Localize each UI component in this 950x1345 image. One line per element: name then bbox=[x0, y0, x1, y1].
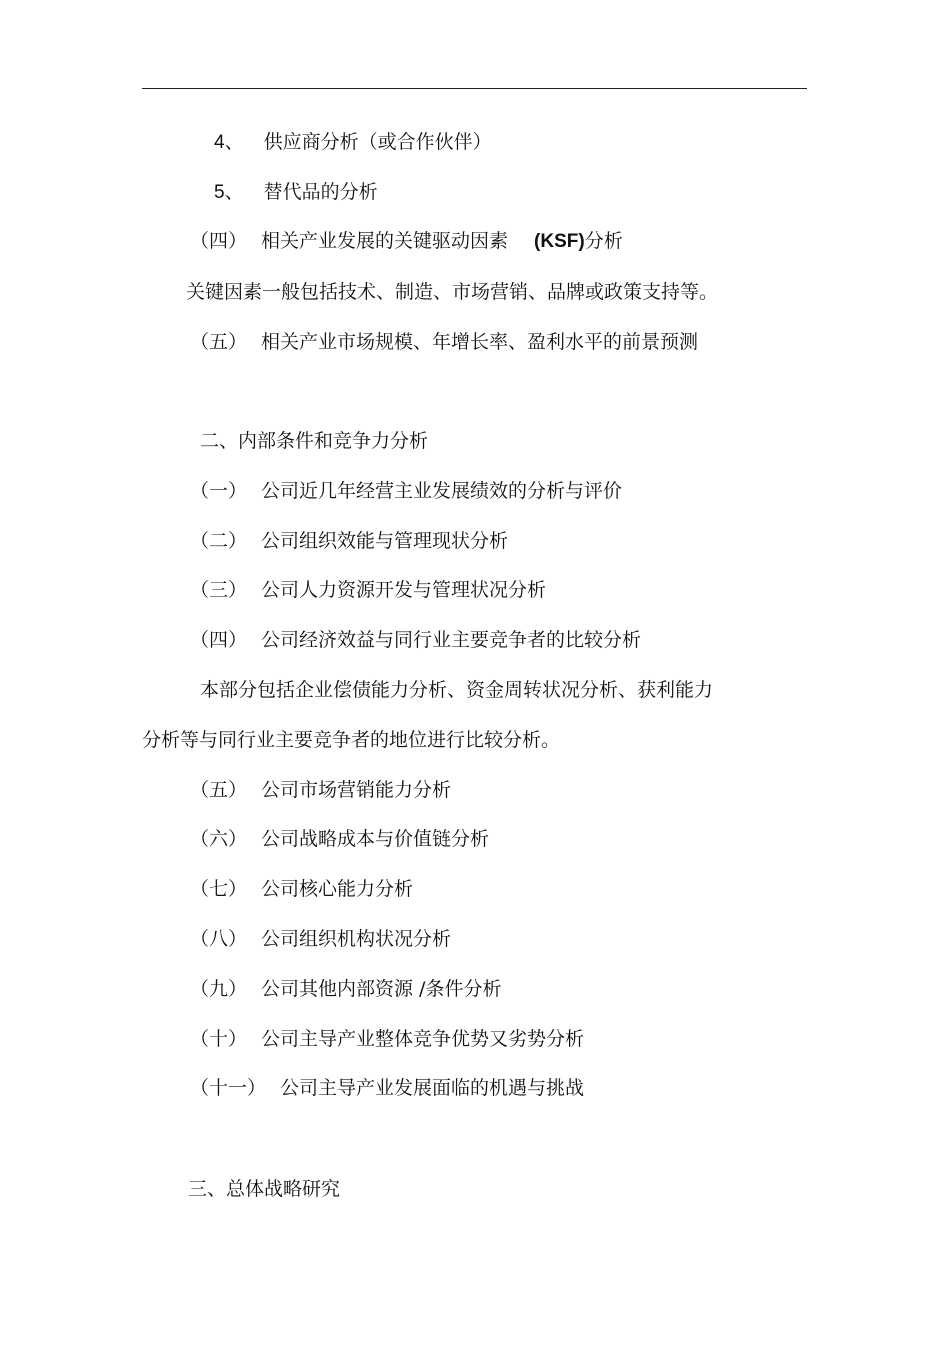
section-text: 公司主导产业整体竞争优势又劣势分析 bbox=[261, 1028, 585, 1050]
section-heading-6 bbox=[190, 827, 489, 851]
section-text: 公司主导产业发展面临的机遇与挑战 bbox=[280, 1077, 585, 1099]
section-marker: （四） bbox=[190, 629, 248, 651]
chapter-heading-2 bbox=[200, 429, 428, 453]
section-heading-9 bbox=[190, 977, 501, 1001]
section-marker: （三） bbox=[190, 579, 248, 601]
section-text: 公司战略成本与价值链分析 bbox=[261, 828, 490, 850]
list-marker: 5、 bbox=[214, 182, 244, 203]
paragraph-text: 分析等与同行业主要竞争者的地位进行比较分析。 bbox=[142, 729, 561, 751]
list-text: 替代品的分析 bbox=[263, 181, 378, 203]
section-marker: （七） bbox=[190, 878, 248, 900]
section-marker: （十一） bbox=[190, 1077, 267, 1099]
list-text: 供应商分析（或合作伙伴） bbox=[263, 131, 492, 153]
section-suffix: 分析 bbox=[584, 230, 623, 252]
section-marker: （一） bbox=[190, 480, 248, 502]
header-rule bbox=[142, 88, 807, 89]
section-text: 公司市场营销能力分析 bbox=[261, 779, 452, 801]
section-text: 公司经济效益与同行业主要竞争者的比较分析 bbox=[261, 629, 642, 651]
section-heading-10 bbox=[190, 1027, 584, 1051]
section-heading-4 bbox=[190, 628, 641, 652]
section-marker: （五） bbox=[190, 779, 248, 801]
section-heading-8 bbox=[190, 927, 451, 951]
section-heading-2 bbox=[190, 529, 508, 553]
section-marker: （二） bbox=[190, 530, 248, 552]
section-text: 公司人力资源开发与管理状况分析 bbox=[261, 579, 547, 601]
section-text: 公司核心能力分析 bbox=[261, 878, 414, 900]
section-marker: （十） bbox=[190, 1028, 248, 1050]
section-marker: （八） bbox=[190, 928, 248, 950]
chapter-heading-3 bbox=[188, 1177, 340, 1201]
paragraph-key-factors bbox=[186, 280, 718, 304]
section-heading-11 bbox=[190, 1076, 584, 1100]
paragraph-line-1 bbox=[200, 678, 713, 702]
section-marker: （五） bbox=[190, 331, 248, 353]
section-heading-7 bbox=[190, 877, 413, 901]
section-text: 相关产业发展的关键驱动因素 bbox=[261, 230, 509, 252]
list-item-5 bbox=[214, 180, 378, 205]
paragraph-text: 关键因素一般包括技术、制造、市场营销、品牌或政策支持等。 bbox=[186, 281, 719, 303]
section-text: 公司组织效能与管理现状分析 bbox=[261, 530, 509, 552]
section-text: 公司其他内部资源 /条件分析 bbox=[261, 978, 502, 1000]
list-marker: 4、 bbox=[214, 132, 244, 153]
section-heading-market-forecast bbox=[190, 330, 698, 354]
section-marker: （六） bbox=[190, 828, 248, 850]
section-marker: （四） bbox=[190, 230, 248, 252]
ksf-abbreviation: (KSF) bbox=[534, 231, 585, 252]
section-text: 相关产业市场规模、年增长率、盈利水平的前景预测 bbox=[261, 331, 699, 353]
section-text: 公司近几年经营主业发展绩效的分析与评价 bbox=[261, 480, 623, 502]
chapter-title: 二、内部条件和竞争力分析 bbox=[200, 430, 429, 452]
section-heading-3 bbox=[190, 578, 546, 602]
section-heading-5 bbox=[190, 778, 451, 802]
section-text: 公司组织机构状况分析 bbox=[261, 928, 452, 950]
section-heading-ksf bbox=[190, 229, 623, 254]
paragraph-line-2 bbox=[142, 728, 560, 752]
paragraph-text: 本部分包括企业偿债能力分析、资金周转状况分析、获利能力 bbox=[200, 679, 714, 701]
section-heading-1 bbox=[190, 479, 622, 503]
list-item-4 bbox=[214, 130, 492, 155]
section-marker: （九） bbox=[190, 978, 248, 1000]
chapter-title: 三、总体战略研究 bbox=[188, 1178, 341, 1200]
